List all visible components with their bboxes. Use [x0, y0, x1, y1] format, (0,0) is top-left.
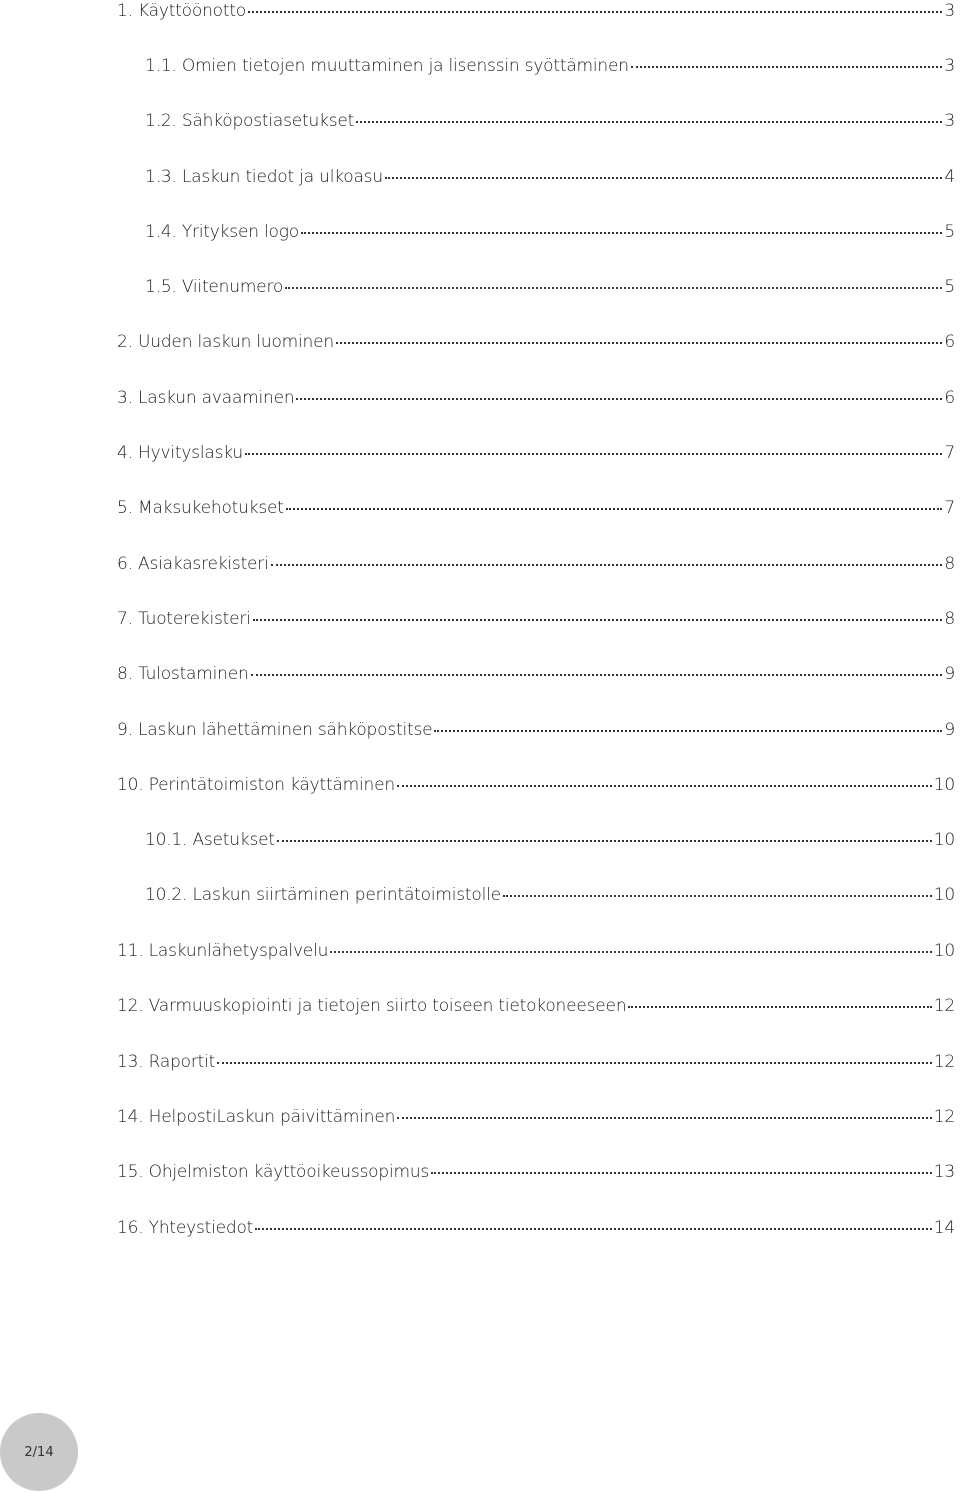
- dot-leader: [397, 785, 932, 787]
- page-number-text: 2/14: [24, 1444, 54, 1460]
- dot-leader: [286, 508, 943, 510]
- dot-leader: [277, 840, 932, 842]
- toc-entry-page: 10: [933, 941, 955, 961]
- dot-leader: [397, 1117, 932, 1119]
- toc-entry-label: 4. Hyvityslasku: [117, 443, 243, 463]
- toc-entry-label: 10.2. Laskun siirtäminen perintätoimistolle: [145, 885, 501, 905]
- toc-entry-page: 10: [933, 885, 955, 905]
- toc-entry-label: 5. Maksukehotukset: [117, 498, 284, 518]
- dot-leader: [385, 177, 942, 179]
- dot-leader: [296, 398, 942, 400]
- toc-entry-page: 4: [944, 167, 955, 187]
- toc-entry-page: 5: [944, 222, 955, 242]
- toc-entry[interactable]: [117, 497, 955, 519]
- toc-entry[interactable]: [117, 442, 955, 464]
- toc-entry-label: 2. Uuden laskun luominen: [117, 332, 334, 352]
- toc-entry[interactable]: [145, 110, 955, 132]
- toc-entry-page: 3: [944, 111, 955, 131]
- toc-entry-page: 10: [933, 775, 955, 795]
- toc-entry[interactable]: [145, 166, 955, 188]
- toc-entry-page: 9: [944, 720, 955, 740]
- toc-entry-label: 1.3. Laskun tiedot ja ulkoasu: [145, 167, 383, 187]
- dot-leader: [628, 1006, 931, 1008]
- toc-entry-page: 3: [944, 1, 955, 21]
- toc-entry[interactable]: [117, 719, 955, 741]
- dot-leader: [251, 674, 943, 676]
- page-number-badge: [0, 1413, 78, 1491]
- toc-entry-page: 12: [933, 1107, 955, 1127]
- toc-entry-page: 3: [944, 56, 955, 76]
- toc-entry[interactable]: [117, 387, 955, 409]
- dot-leader: [434, 730, 942, 732]
- dot-leader: [301, 232, 942, 234]
- toc-entry[interactable]: [117, 331, 955, 353]
- toc-entry-page: 6: [944, 332, 955, 352]
- toc-entry[interactable]: [117, 608, 955, 630]
- toc-entry-page: 8: [944, 609, 955, 629]
- dot-leader: [503, 895, 932, 897]
- toc-entry-page: 12: [933, 996, 955, 1016]
- toc-entry-label: 1.1. Omien tietojen muuttaminen ja lisenssin syöttäminen: [145, 56, 629, 76]
- toc-entry[interactable]: [145, 829, 955, 851]
- dot-leader: [255, 1228, 932, 1230]
- toc-entry[interactable]: [117, 995, 955, 1017]
- toc-entry-label: 8. Tulostaminen: [117, 664, 249, 684]
- toc-entry-label: 11. Laskunlähetyspalvelu: [117, 941, 329, 961]
- toc-entry-page: 8: [944, 554, 955, 574]
- toc-entry-label: 10.1. Asetukset: [145, 830, 275, 850]
- toc-entry-page: 6: [944, 388, 955, 408]
- toc-entry-label: 1.4. Yrityksen logo: [145, 222, 299, 242]
- toc-entry-page: 13: [933, 1162, 955, 1182]
- toc-entry[interactable]: [117, 1161, 955, 1183]
- toc-entry-label: 1.5. Viitenumero: [145, 277, 284, 297]
- toc-entry-label: 13. Raportit: [117, 1052, 216, 1072]
- dot-leader: [285, 287, 942, 289]
- toc-entry-label: 9. Laskun lähettäminen sähköpostitse: [117, 720, 433, 740]
- dot-leader: [336, 342, 942, 344]
- toc-entry[interactable]: [117, 0, 955, 22]
- toc-entry[interactable]: [117, 774, 955, 796]
- toc-entry-label: 15. Ohjelmiston käyttöoikeussopimus: [117, 1162, 430, 1182]
- toc-entry-label: 1. Käyttöönotto: [117, 1, 246, 21]
- toc-entry[interactable]: [117, 1106, 955, 1128]
- toc-entry[interactable]: [117, 1051, 955, 1073]
- toc-entry[interactable]: [117, 1217, 955, 1239]
- dot-leader: [253, 619, 943, 621]
- toc-entry-page: 9: [944, 664, 955, 684]
- toc-entry-label: 10. Perintätoimiston käyttäminen: [117, 775, 395, 795]
- toc-entry[interactable]: [117, 663, 955, 685]
- dot-leader: [217, 1062, 932, 1064]
- toc-entry-label: 3. Laskun avaaminen: [117, 388, 295, 408]
- toc-entry[interactable]: [145, 884, 955, 906]
- dot-leader: [271, 564, 943, 566]
- toc-entry[interactable]: [145, 55, 955, 77]
- dot-leader: [431, 1172, 932, 1174]
- toc-entry-page: 10: [933, 830, 955, 850]
- dot-leader: [245, 453, 942, 455]
- dot-leader: [248, 11, 942, 13]
- toc-entry-page: 5: [944, 277, 955, 297]
- dot-leader: [631, 66, 943, 68]
- toc-entry-page: 7: [944, 498, 955, 518]
- toc-entry-page: 7: [944, 443, 955, 463]
- toc-entry[interactable]: [117, 553, 955, 575]
- toc-entry[interactable]: [145, 221, 955, 243]
- toc-entry-page: 12: [933, 1052, 955, 1072]
- toc-entry[interactable]: [117, 940, 955, 962]
- toc-entry-label: 7. Tuoterekisteri: [117, 609, 251, 629]
- toc-entry[interactable]: [145, 276, 955, 298]
- dot-leader: [330, 951, 932, 953]
- toc-entry-label: 1.2. Sähköpostiasetukset: [145, 111, 355, 131]
- dot-leader: [356, 121, 942, 123]
- toc-entry-page: 14: [933, 1218, 955, 1238]
- toc-entry-label: 12. Varmuuskopiointi ja tietojen siirto toiseen tietokoneeseen: [117, 996, 627, 1016]
- toc-entry-label: 6. Asiakasrekisteri: [117, 554, 269, 574]
- toc-entry-label: 14. HelpostiLaskun päivittäminen: [117, 1107, 396, 1127]
- toc-entry-label: 16. Yhteystiedot: [117, 1218, 254, 1238]
